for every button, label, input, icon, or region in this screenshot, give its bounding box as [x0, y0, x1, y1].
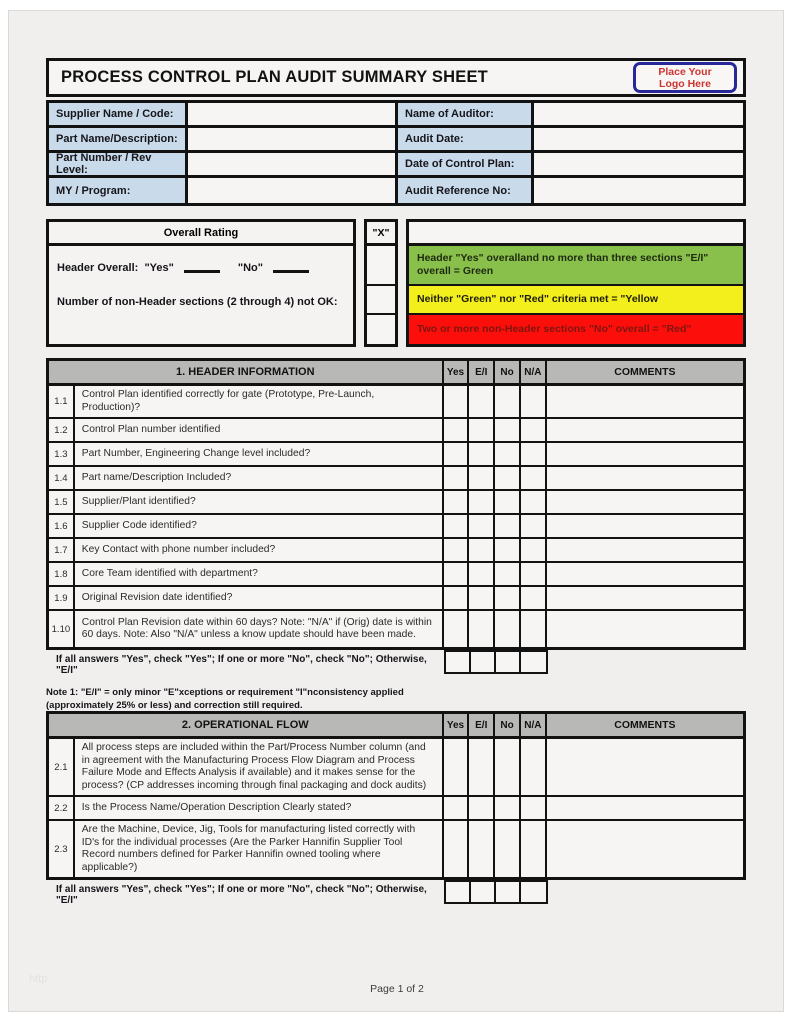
no-cell[interactable]: [495, 797, 521, 819]
comment-cell[interactable]: [547, 797, 743, 819]
ei-column-header: E/I: [469, 714, 495, 736]
question-text: All process steps are included within the Part/Process Number column (and in agreement with the Manufacturing Process Flow Diagram and Process Failure Mode and Effects Analysis if available) and it makes sense for the process? (CP addresses incoming through final packaging and dock audits): [75, 739, 444, 795]
no-label: "No": [237, 262, 263, 274]
question-text: Key Contact with phone number included?: [75, 539, 444, 561]
table-row: [49, 539, 743, 563]
row-number: 1.9: [49, 587, 75, 609]
part-name-label: Part Name/Description:: [49, 128, 188, 150]
na-cell[interactable]: [521, 821, 547, 877]
section-1-summary-cells: [444, 650, 548, 674]
no-blank-line[interactable]: [273, 263, 309, 273]
document-page: [8, 10, 784, 1012]
section-1-summary-row: [46, 650, 746, 676]
overall-rating-body: [49, 246, 353, 308]
x-column-header: "X": [367, 222, 395, 246]
part-number-field[interactable]: [188, 153, 398, 175]
table-row: [49, 739, 743, 797]
supplier-name-field[interactable]: [188, 103, 398, 125]
na-cell[interactable]: [521, 515, 547, 537]
criteria-header-cell: [409, 222, 743, 246]
page-number: Page 1 of 2: [370, 983, 424, 995]
ei-cell[interactable]: [469, 739, 495, 795]
yes-label: "Yes": [144, 262, 174, 274]
supplier-name-label: Supplier Name / Code:: [49, 103, 188, 125]
control-plan-date-field[interactable]: [534, 153, 743, 175]
summary-ei-cell[interactable]: [471, 882, 496, 902]
no-column-header: No: [495, 714, 521, 736]
ei-cell[interactable]: [469, 563, 495, 585]
question-text: Part name/Description Included?: [75, 467, 444, 489]
comment-cell[interactable]: [547, 587, 743, 609]
yellow-x-cell[interactable]: [367, 286, 395, 315]
comment-cell[interactable]: [547, 739, 743, 795]
comment-cell[interactable]: [547, 821, 743, 877]
section-1-header-row: [49, 361, 743, 386]
overall-rating-box: [46, 219, 356, 347]
comment-cell[interactable]: [547, 563, 743, 585]
audit-date-field[interactable]: [534, 128, 743, 150]
row-number: 1.3: [49, 443, 75, 465]
ei-cell[interactable]: [469, 419, 495, 441]
summary-na-cell[interactable]: [521, 882, 546, 902]
question-text: Supplier/Plant identified?: [75, 491, 444, 513]
ei-cell[interactable]: [469, 443, 495, 465]
yes-cell[interactable]: [444, 491, 470, 513]
table-row: [49, 386, 743, 419]
table-row: [49, 515, 743, 539]
yes-cell[interactable]: [444, 587, 470, 609]
section-1-header-information: [46, 358, 746, 712]
question-text: Control Plan identified correctly for gate (Prototype, Pre-Launch, Production)?: [75, 386, 444, 417]
summary-no-cell[interactable]: [496, 652, 521, 672]
comment-cell[interactable]: [547, 419, 743, 441]
row-number: 1.4: [49, 467, 75, 489]
question-text: Is the Process Name/Operation Description Clearly stated?: [75, 797, 444, 819]
na-cell[interactable]: [521, 443, 547, 465]
yes-blank-line[interactable]: [184, 263, 220, 273]
row-number: 2.1: [49, 739, 75, 795]
yes-column-header: Yes: [444, 714, 470, 736]
comment-cell[interactable]: [547, 611, 743, 647]
comments-column-header: COMMENTS: [614, 366, 676, 378]
comment-cell[interactable]: [547, 443, 743, 465]
summary-na-cell[interactable]: [521, 652, 546, 672]
yes-cell[interactable]: [444, 467, 470, 489]
overall-rating-title: Overall Rating: [49, 222, 353, 246]
question-text: Control Plan Revision date within 60 days? Note: "N/A" if (Orig) date is within 60 days. Note: Also "N/A" unless a know update should have been made.: [75, 611, 444, 647]
section-1-title: 1. HEADER INFORMATION: [49, 361, 444, 383]
comment-cell[interactable]: [547, 515, 743, 537]
yes-cell[interactable]: [444, 539, 470, 561]
no-cell[interactable]: [495, 386, 521, 417]
no-cell[interactable]: [495, 443, 521, 465]
title-bar: [46, 58, 746, 97]
control-plan-date-label: Date of Control Plan:: [398, 153, 534, 175]
auditor-name-field[interactable]: [534, 103, 743, 125]
section-2-header-row: [49, 714, 743, 739]
note-1-line2: (approximately 25% or less) and correction still required.: [46, 700, 303, 711]
red-criteria-row: Two or more non-Header sections "No" overall = "Red": [409, 315, 743, 344]
yes-column-header: Yes: [444, 361, 470, 383]
field-row: [49, 103, 743, 128]
logo-placeholder: [633, 62, 737, 93]
table-row: [49, 467, 743, 491]
question-text: Supplier Code identified?: [75, 515, 444, 537]
summary-yes-cell[interactable]: [446, 652, 471, 672]
yes-cell[interactable]: [444, 797, 470, 819]
no-cell[interactable]: [495, 821, 521, 877]
summary-no-cell[interactable]: [496, 882, 521, 902]
no-cell[interactable]: [495, 515, 521, 537]
green-criteria-row: Header "Yes" overalland no more than three sections "E/I" overall = Green: [409, 246, 743, 286]
na-column-header: N/A: [521, 714, 547, 736]
audit-reference-label: Audit Reference No:: [398, 178, 534, 203]
no-cell[interactable]: [495, 419, 521, 441]
overall-rating-block: [46, 219, 746, 347]
row-number: 2.3: [49, 821, 75, 877]
section-2-operational-flow: [46, 711, 746, 906]
no-cell[interactable]: [495, 587, 521, 609]
no-cell[interactable]: [495, 563, 521, 585]
comment-cell[interactable]: [547, 491, 743, 513]
yes-cell[interactable]: [444, 443, 470, 465]
na-cell[interactable]: [521, 386, 547, 417]
auditor-name-label: Name of Auditor:: [398, 103, 534, 125]
yes-cell[interactable]: [444, 563, 470, 585]
table-row: [49, 419, 743, 443]
comment-cell[interactable]: [547, 539, 743, 561]
ei-column-header: E/I: [469, 361, 495, 383]
ei-cell[interactable]: [469, 386, 495, 417]
ei-cell[interactable]: [469, 491, 495, 513]
no-cell[interactable]: [495, 739, 521, 795]
no-column-header: No: [495, 361, 521, 383]
red-x-cell[interactable]: [367, 315, 395, 344]
field-row: [49, 128, 743, 153]
row-number: 1.2: [49, 419, 75, 441]
na-cell[interactable]: [521, 419, 547, 441]
question-text: Core Team identified with department?: [75, 563, 444, 585]
table-row: [49, 443, 743, 467]
na-cell[interactable]: [521, 467, 547, 489]
summary-yes-cell[interactable]: [446, 882, 471, 902]
part-number-label: Part Number / Rev Level:: [49, 153, 188, 175]
na-cell[interactable]: [521, 563, 547, 585]
no-cell[interactable]: [495, 491, 521, 513]
ei-cell[interactable]: [469, 467, 495, 489]
field-row: [49, 153, 743, 178]
audit-date-label: Audit Date:: [398, 128, 534, 150]
yes-cell[interactable]: [444, 419, 470, 441]
page-title: PROCESS CONTROL PLAN AUDIT SUMMARY SHEET: [61, 68, 488, 86]
comments-column-header: COMMENTS: [614, 719, 676, 731]
table-row: [49, 491, 743, 515]
na-cell[interactable]: [521, 491, 547, 513]
no-cell[interactable]: [495, 539, 521, 561]
my-program-field[interactable]: [188, 178, 398, 203]
section-1-summary-text: If all answers "Yes", check "Yes"; If one or more "No", check "No"; Otherwise, "E/I": [56, 654, 427, 676]
table-row: [49, 797, 743, 821]
row-number: 1.7: [49, 539, 75, 561]
table-row: [49, 587, 743, 611]
watermark-text: http: [29, 973, 48, 985]
non-header-sections-label: Number of non-Header sections (2 through 4) not OK:: [57, 296, 338, 308]
section-2-table: [46, 711, 746, 880]
green-x-cell[interactable]: [367, 246, 395, 286]
question-text: Part Number, Engineering Change level included?: [75, 443, 444, 465]
question-text: Original Revision date identified?: [75, 587, 444, 609]
yellow-criteria-row: Neither "Green" nor "Red" criteria met = "Yellow: [409, 286, 743, 315]
yes-cell[interactable]: [444, 739, 470, 795]
ei-cell[interactable]: [469, 587, 495, 609]
row-number: 1.1: [49, 386, 75, 417]
ei-cell[interactable]: [469, 539, 495, 561]
question-text: Control Plan number identified: [75, 419, 444, 441]
summary-ei-cell[interactable]: [471, 652, 496, 672]
row-number: 1.6: [49, 515, 75, 537]
row-number: 2.2: [49, 797, 75, 819]
audit-reference-field[interactable]: [534, 178, 743, 203]
x-mark-column: [364, 219, 398, 347]
ei-cell[interactable]: [469, 611, 495, 647]
table-row: [49, 563, 743, 587]
section-2-summary-row: [46, 880, 746, 906]
na-cell[interactable]: [521, 587, 547, 609]
section-2-title: 2. OPERATIONAL FLOW: [49, 714, 444, 736]
field-row: [49, 178, 743, 203]
no-cell[interactable]: [495, 467, 521, 489]
section-2-summary-text: If all answers "Yes", check "Yes"; If one or more "No", check "No"; Otherwise, "E/I": [56, 884, 427, 906]
logo-text-line2: Logo Here: [659, 77, 711, 90]
yes-cell[interactable]: [444, 611, 470, 647]
my-program-label: MY / Program:: [49, 178, 188, 203]
ei-cell[interactable]: [469, 515, 495, 537]
header-overall-label: Header Overall:: [57, 262, 139, 274]
section-1-table: [46, 358, 746, 650]
table-row: [49, 821, 743, 877]
section-2-summary-cells: [444, 880, 548, 904]
row-number: 1.8: [49, 563, 75, 585]
yes-cell[interactable]: [444, 821, 470, 877]
ei-cell[interactable]: [469, 821, 495, 877]
na-cell[interactable]: [521, 611, 547, 647]
comment-cell[interactable]: [547, 467, 743, 489]
logo-text-line1: Place Your: [658, 65, 712, 78]
note-1: [46, 686, 746, 712]
na-cell[interactable]: [521, 539, 547, 561]
header-fields-table: [46, 100, 746, 206]
yes-cell[interactable]: [444, 515, 470, 537]
table-row: [49, 611, 743, 647]
yes-cell[interactable]: [444, 386, 470, 417]
na-cell[interactable]: [521, 739, 547, 795]
header-overall-line: [57, 262, 345, 274]
comment-cell[interactable]: [547, 386, 743, 417]
na-cell[interactable]: [521, 797, 547, 819]
no-cell[interactable]: [495, 611, 521, 647]
na-column-header: N/A: [521, 361, 547, 383]
question-text: Are the Machine, Device, Jig, Tools for manufacturing listed correctly with ID's for the individual processes (Are the Parker Hannifin Supplier Tool Record numbers defined for Parker Hannifin owned tooling where applicable?): [75, 821, 444, 877]
rating-criteria-column: [406, 219, 746, 347]
part-name-field[interactable]: [188, 128, 398, 150]
row-number: 1.10: [49, 611, 75, 647]
note-1-line1: Note 1: "E/I" = only minor "E"xceptions or requirement "I"nconsistency applied: [46, 687, 404, 698]
ei-cell[interactable]: [469, 797, 495, 819]
row-number: 1.5: [49, 491, 75, 513]
